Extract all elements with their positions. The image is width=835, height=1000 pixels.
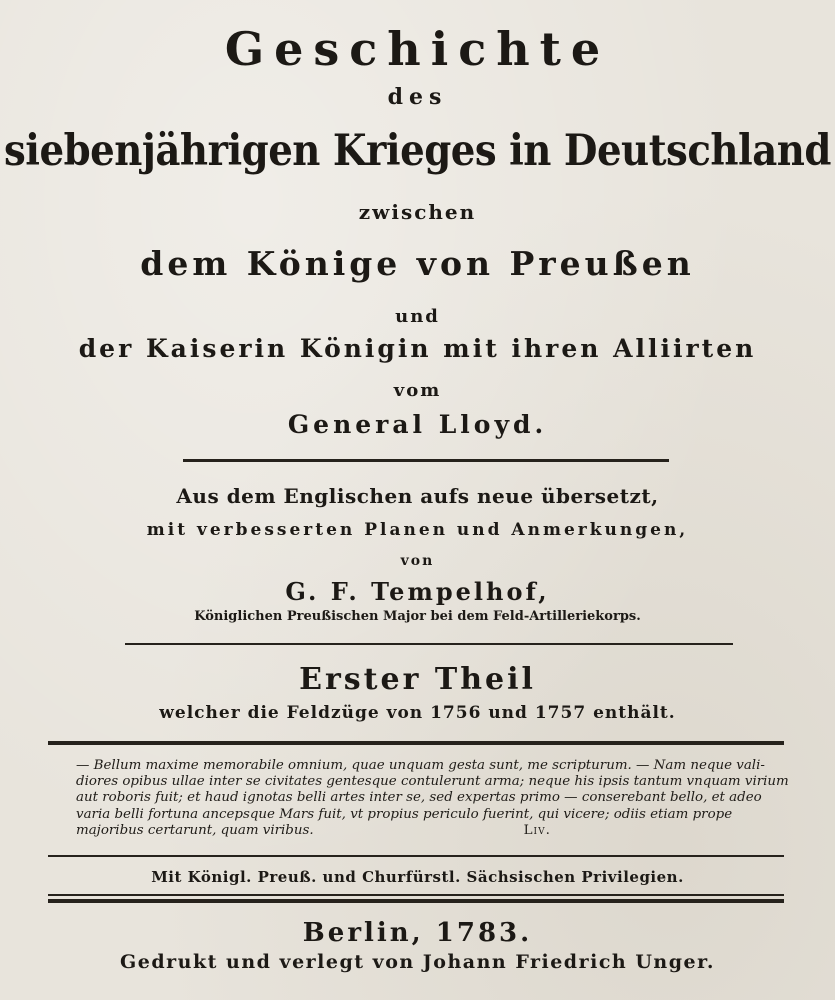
title-kaiserin: der Kaiserin Königin mit ihren Alliirten	[78, 334, 757, 363]
translator-name: G. F. Tempelhof,	[285, 577, 550, 606]
translation-improvements: mit verbesserten Planen und Anmerkungen,	[146, 520, 689, 540]
epigraph-line: varia belli fortuna ancepsque Mars fuit, vt propius periculo fuerint, qui vicere; odiis etiam prope	[76, 806, 733, 822]
divider-rule-thick	[48, 899, 784, 903]
privilege-note: Mit Königl. Preuß. und Churfürstl. Sächsischen Privilegien.	[151, 868, 684, 886]
epigraph-author: Liv.	[523, 822, 551, 838]
divider-rule-thick	[48, 741, 784, 745]
translation-von: von	[400, 553, 435, 569]
imprint-place-year: Berlin, 1783.	[302, 918, 533, 948]
divider-rule	[48, 894, 784, 896]
title-koenig-preussen: dem Könige von Preußen	[140, 244, 695, 283]
title-main-subject: siebenjährigen Krieges in Deutschland	[4, 126, 831, 176]
epigraph-line: majoribus certarunt, quam viribus.	[76, 822, 314, 838]
epigraph-last-line	[46, 823, 791, 839]
divider-rule	[48, 855, 784, 857]
divider-rule	[183, 459, 669, 462]
author-name: General Lloyd.	[287, 410, 548, 439]
part-title: Erster Theil	[299, 662, 536, 697]
imprint-publisher: Gedrukt und verlegt von Johann Friedrich Unger.	[120, 951, 715, 973]
title-geschichte: Geschichte	[224, 22, 611, 76]
latin-epigraph	[46, 758, 791, 839]
part-subtitle: welcher die Feldzüge von 1756 und 1757 enthält.	[159, 703, 676, 723]
title-vom: vom	[393, 380, 442, 401]
divider-rule	[125, 643, 733, 645]
title-zwischen: zwischen	[358, 200, 477, 224]
epigraph-line: diores opibus ullae inter se civitates gentesque contulerunt arma; neque his ipsis tantum vnquam virium	[76, 774, 789, 790]
translator-rank: Königlichen Preußischen Major bei dem Feld-Artilleriekorps.	[194, 609, 641, 624]
translation-note: Aus dem Englischen aufs neue übersetzt,	[176, 484, 659, 508]
title-des: des	[387, 84, 448, 110]
title-und: und	[395, 306, 440, 327]
epigraph-line: — Bellum maxime memorabile omnium, quae unquam gesta sunt, me scripturum. — Nam neque vali-	[76, 758, 765, 773]
epigraph-line: aut roboris fuit; et haud ignotas belli artes inter se, sed expertas primo — conserebant bello, et adeo	[76, 790, 762, 806]
